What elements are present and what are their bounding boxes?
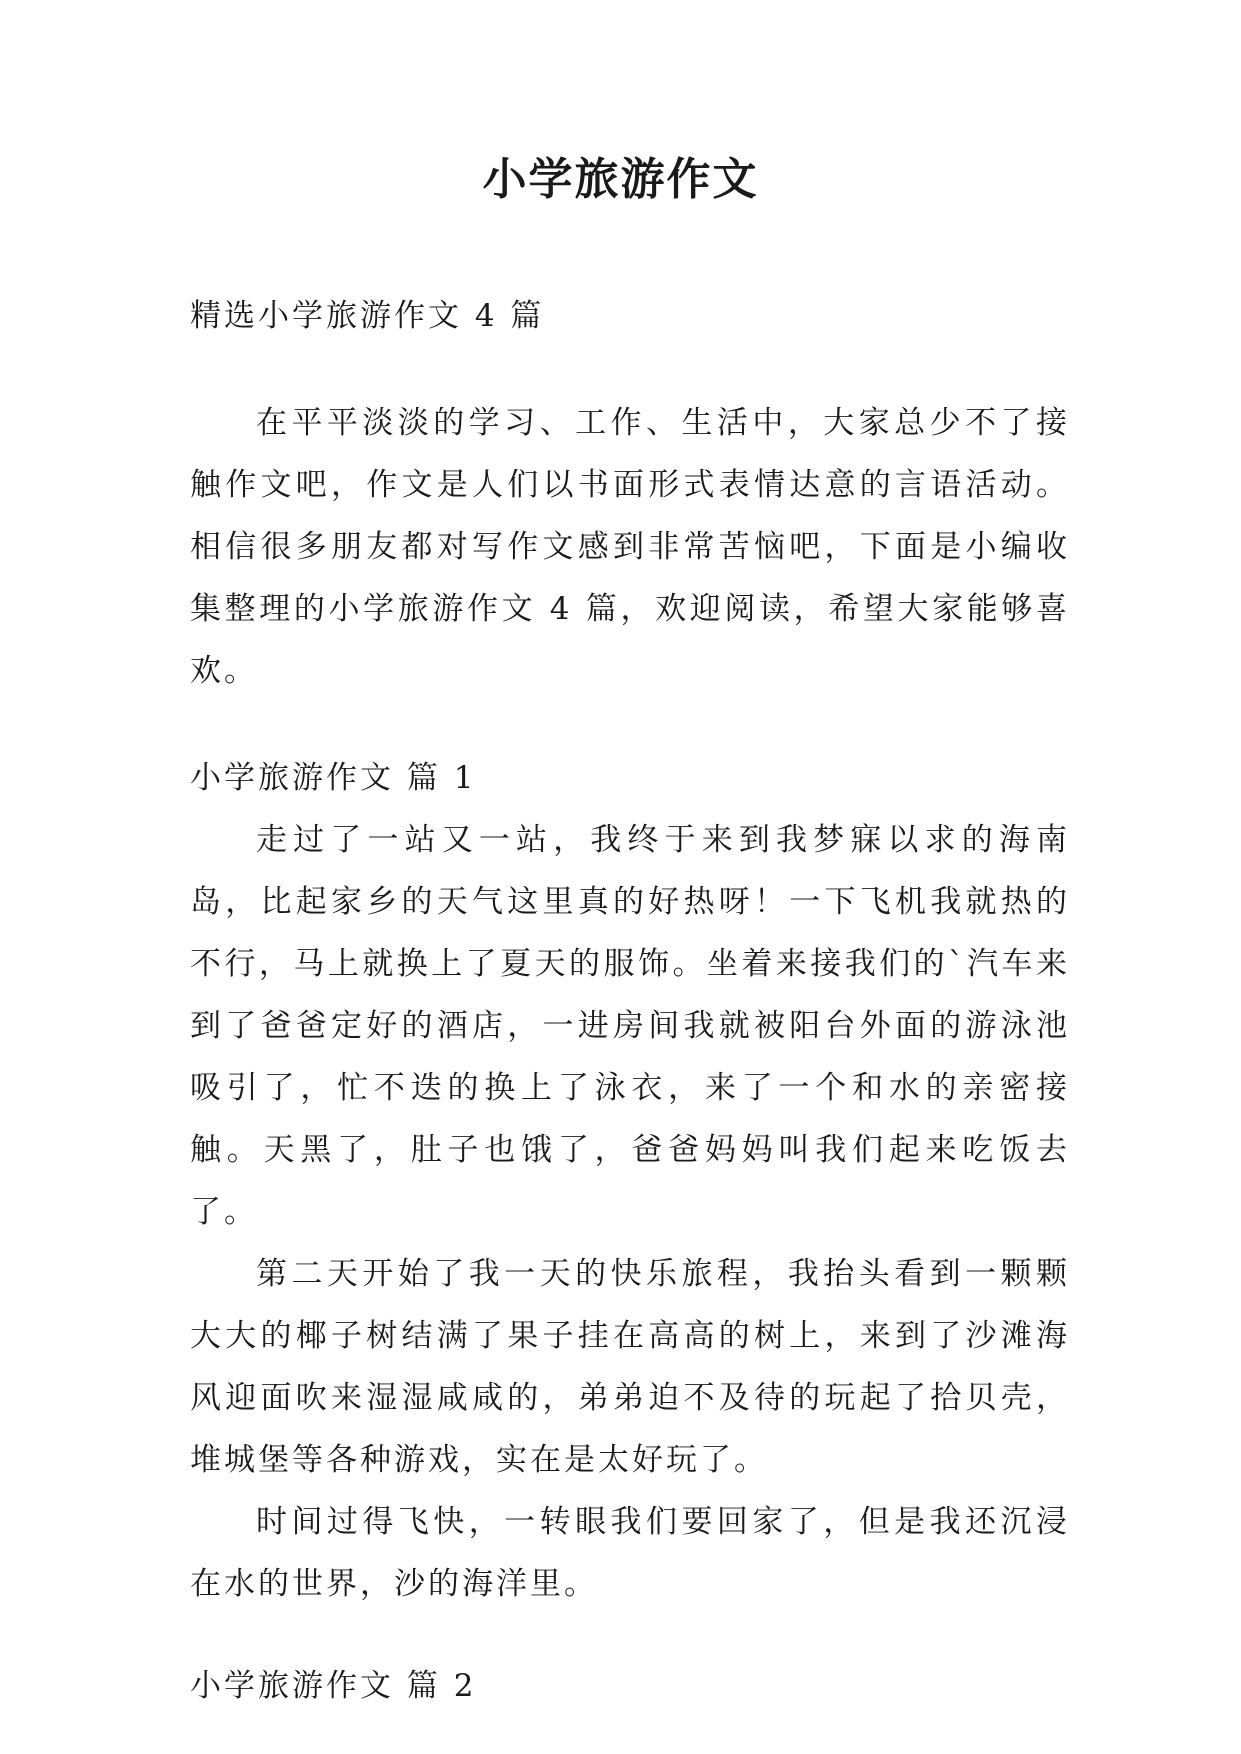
section-heading-2: 小学旅游作文 篇 2 xyxy=(190,1668,477,1704)
document-subtitle: 精选小学旅游作文 4 篇 xyxy=(190,298,545,334)
section-1-paragraph-2: 第二天开始了我一天的快乐旅程，我抬头看到一颗颗大大的椰子树结满了果子挂在高高的树上，来到了沙滩海风迎面吹来湿湿咸咸的，弟弟迫不及待的玩起了拾贝壳，堆城堡等各种游戏，实在是太好玩了。 xyxy=(190,1256,1070,1478)
intro-paragraph: 在平平淡淡的学习、工作、生活中，大家总少不了接触作文吧，作文是人们以书面形式表情达意的言语活动。相信很多朋友都对写作文感到非常苦恼吧，下面是小编收集整理的小学旅游作文 4 篇，欢迎阅读，希望大家能够喜欢。 xyxy=(190,405,1070,689)
document-title: 小学旅游作文 xyxy=(482,154,759,205)
document-body xyxy=(190,285,1070,1717)
section-heading-1: 小学旅游作文 篇 1 xyxy=(190,760,477,796)
section-1-paragraph-3: 时间过得飞快，一转眼我们要回家了，但是我还沉浸在水的世界，沙的海洋里。 xyxy=(190,1504,1070,1602)
section-1-paragraph-1: 走过了一站又一站，我终于来到我梦寐以求的海南岛，比起家乡的天气这里真的好热呀！一下飞机我就热的不行，马上就换上了夏天的服饰。坐着来接我们的`汽车来到了爸爸定好的酒店，一进房间我就被阳台外面的游泳池吸引了，忙不迭的换上了泳衣，来了一个和水的亲密接触。天黑了，肚子也饿了，爸爸妈妈叫我们起来吃饭去了。 xyxy=(190,822,1070,1230)
